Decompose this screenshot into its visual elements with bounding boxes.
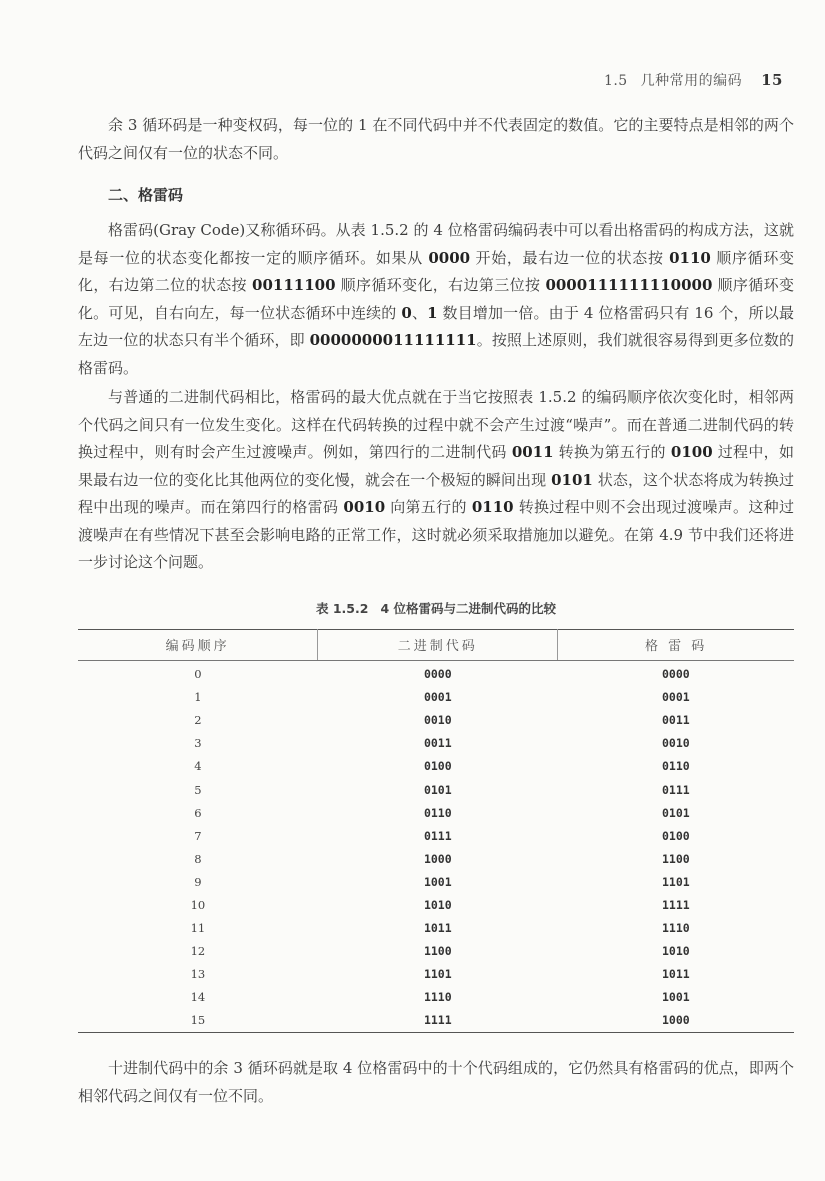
table-row <box>78 732 794 755</box>
cell-order: 13 <box>190 967 206 982</box>
table-row <box>78 917 794 940</box>
cell-order: 14 <box>190 990 206 1005</box>
cell-order: 12 <box>190 944 206 959</box>
cell-order: 10 <box>190 897 206 912</box>
cell-binary: 1001 <box>423 874 452 889</box>
cell-order: 6 <box>194 805 202 820</box>
cell-binary: 1111 <box>423 1013 452 1028</box>
cell-binary: 1000 <box>423 851 452 866</box>
cell-order: 7 <box>194 828 202 843</box>
table-row <box>78 1009 794 1033</box>
page-number: 15 <box>761 71 783 89</box>
section-title: 几种常用的编码 <box>640 73 743 89</box>
header-order: 编码顺序 <box>78 629 318 660</box>
table-row <box>78 847 794 870</box>
paragraph-gray-code-construction: 格雷码(Gray Code)又称循环码。从表 1.5.2 的 4 位格雷码编码表中可以看出格雷码的构成方法，这就是每一位的状态变化都按一定的顺序循环。如果从 0000 开始，最右边一位的状态按 0110 顺序循环变化，右边第二位的状态按 00111100 顺序循环变化，右边第三位按 0000111111110000 顺序循环变化。可见，自右向左，每一位状态循环中连续的 0、1 数目增加一倍。由于 4 位格雷码只有 16 个，所以最左边一位的状态只有半个循环，即 0000000011111111。按照上述原则，我们就很容易得到更多位数的格雷码。 <box>78 221 794 377</box>
table-row <box>78 893 794 916</box>
header-binary: 二进制代码 <box>318 629 558 660</box>
cell-gray: 1000 <box>662 1013 690 1028</box>
cell-binary: 1011 <box>423 921 452 936</box>
cell-gray: 1111 <box>662 897 690 912</box>
cell-gray: 0111 <box>662 782 690 797</box>
page-body <box>78 112 794 1110</box>
cell-order: 5 <box>194 782 202 797</box>
table-row <box>78 940 794 963</box>
section-heading-gray-code: 二、格雷码 <box>108 186 184 204</box>
table-row <box>78 709 794 732</box>
gray-code-table <box>78 629 794 1034</box>
cell-gray: 1011 <box>662 967 690 982</box>
table-caption <box>78 599 794 617</box>
table-body <box>78 660 794 1033</box>
cell-order: 9 <box>194 874 202 889</box>
cell-gray: 1100 <box>662 851 690 866</box>
cell-gray: 1101 <box>662 874 690 889</box>
header-gray: 格 雷 码 <box>558 629 794 660</box>
cell-binary: 0110 <box>423 805 452 820</box>
cell-gray: 1110 <box>662 921 690 936</box>
section-number: 1.5 <box>603 73 628 89</box>
cell-gray: 0100 <box>662 828 690 843</box>
table-row <box>78 824 794 847</box>
table-row <box>78 755 794 778</box>
table-number: 表 1.5.2 <box>315 600 369 616</box>
paragraph-gray-code-advantage: 与普通的二进制代码相比，格雷码的最大优点就在于当它按照表 1.5.2 的编码顺序依次变化时，相邻两个代码之间只有一位发生变化。这样在代码转换的过程中就不会产生过渡“噪声”。而在普通二进制代码的转换过程中，则有时会产生过渡噪声。例如，第四行的二进制代码 0011 转换为第五行的 0100 过程中，如果最右边一位的变化比其他两位的变化慢，就会在一个极短的瞬间出现 0101 状态，这个状态将成为转换过程中出现的噪声。而在第四行的格雷码 0010 向第五行的 0110 转换过程中则不会出现过渡噪声。这种过渡噪声在有些情况下甚至会影响电路的正常工作，这时就必须采取措施加以避免。在第 4.9 节中我们还将进一步讨论这个问题。 <box>78 388 794 571</box>
table-header-row <box>78 629 794 660</box>
cell-order: 0 <box>194 667 202 682</box>
table-row <box>78 686 794 709</box>
paragraph-excess3-gray: 十进制代码中的余 3 循环码就是取 4 位格雷码中的十个代码组成的，它仍然具有格雷码的优点，即两个相邻代码之间仅有一位不同。 <box>78 1059 794 1105</box>
cell-order: 1 <box>194 690 202 705</box>
cell-binary: 0101 <box>423 782 452 797</box>
cell-gray: 0110 <box>662 759 690 774</box>
cell-binary: 1101 <box>423 967 452 982</box>
table-row <box>78 778 794 801</box>
cell-binary: 0001 <box>423 690 452 705</box>
cell-binary: 0011 <box>423 736 452 751</box>
table-row <box>78 870 794 893</box>
cell-order: 2 <box>194 713 202 728</box>
cell-binary: 1110 <box>423 990 452 1005</box>
cell-binary: 0010 <box>423 713 452 728</box>
running-header <box>604 70 783 90</box>
cell-binary: 0100 <box>423 759 452 774</box>
cell-gray: 0101 <box>662 805 690 820</box>
table-row <box>78 660 794 686</box>
cell-binary: 0111 <box>423 828 452 843</box>
table-title: 4 位格雷码与二进制代码的比较 <box>380 600 556 616</box>
cell-binary: 1010 <box>423 897 452 912</box>
cell-order: 15 <box>190 1013 206 1028</box>
cell-gray: 1001 <box>662 990 690 1005</box>
paragraph-excess3-intro: 余 3 循环码是一种变权码，每一位的 1 在不同代码中并不代表固定的数值。它的主要特点是相邻的两个代码之间仅有一位的状态不同。 <box>78 116 794 162</box>
cell-order: 3 <box>194 736 202 751</box>
cell-gray: 1010 <box>662 944 690 959</box>
cell-order: 11 <box>190 921 206 936</box>
cell-binary: 0000 <box>423 667 452 682</box>
cell-order: 4 <box>194 759 202 774</box>
cell-gray: 0000 <box>662 667 690 682</box>
table-row <box>78 963 794 986</box>
cell-order: 8 <box>194 851 202 866</box>
cell-binary: 1100 <box>423 944 452 959</box>
table-row <box>78 801 794 824</box>
cell-gray: 0001 <box>662 690 690 705</box>
table-row <box>78 986 794 1009</box>
cell-gray: 0010 <box>662 736 690 751</box>
cell-gray: 0011 <box>662 713 690 728</box>
